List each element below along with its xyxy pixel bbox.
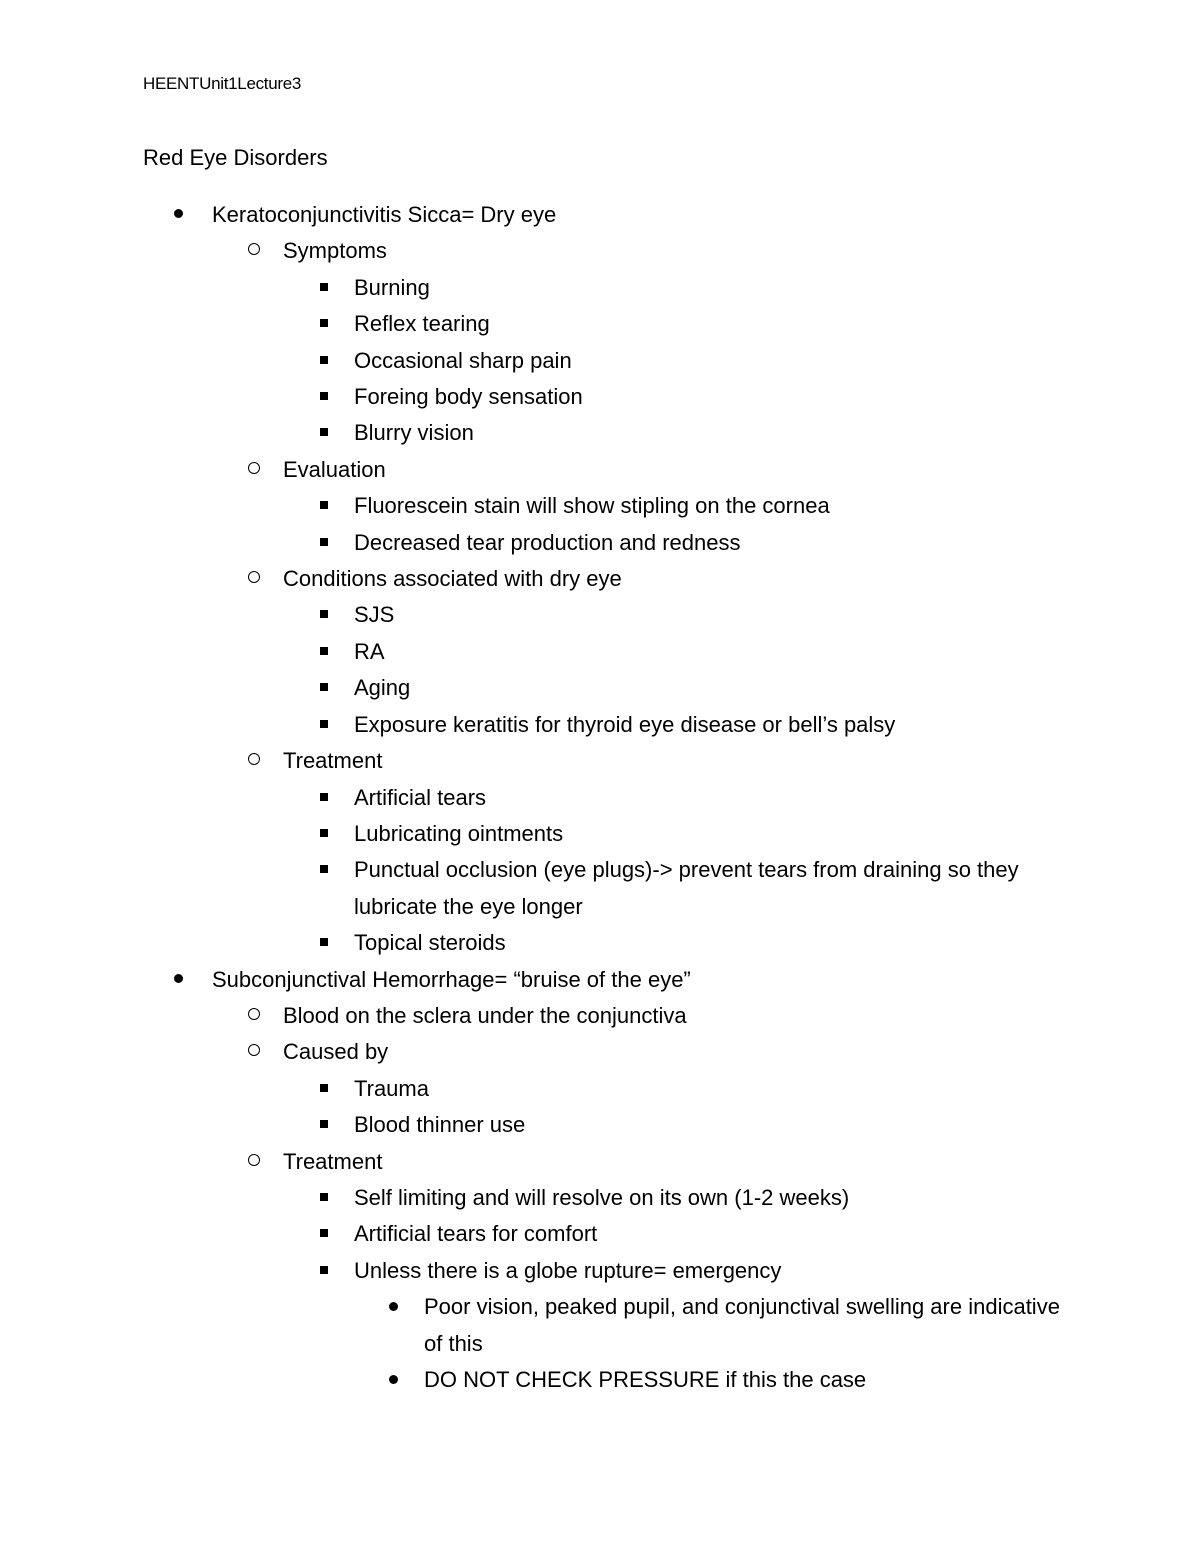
- circle-bullet-icon: [248, 1154, 260, 1166]
- list-item-text: Self limiting and will resolve on its own (1-2 weeks): [354, 1184, 850, 1210]
- list-item-text: Occasional sharp pain: [354, 347, 572, 373]
- square-bullet-icon: [320, 793, 328, 801]
- list-item-text: Blood thinner use: [354, 1112, 526, 1138]
- outline-list: [0, 197, 1200, 1398]
- list-item-level-1: [0, 197, 1200, 233]
- square-bullet-icon: [320, 647, 328, 655]
- square-bullet-icon: [320, 428, 328, 436]
- list-item-level-3: [0, 488, 1200, 524]
- list-item-level-3: [0, 1107, 1200, 1143]
- disc-bullet-icon: [389, 1375, 398, 1384]
- list-item-level-2: [0, 452, 1200, 488]
- list-item-text: Symptoms: [283, 238, 387, 264]
- square-bullet-icon: [320, 683, 328, 691]
- disc-bullet-icon: [174, 209, 183, 218]
- square-bullet-icon: [320, 501, 328, 509]
- list-item-text: Fluorescein stain will show stipling on the cornea: [354, 493, 830, 519]
- square-bullet-icon: [320, 319, 328, 327]
- list-item-text: Trauma: [354, 1075, 429, 1101]
- square-bullet-icon: [320, 865, 328, 873]
- circle-bullet-icon: [248, 462, 260, 474]
- list-item-level-3: [0, 707, 1200, 743]
- square-bullet-icon: [320, 538, 328, 546]
- list-item-level-3: [0, 270, 1200, 306]
- square-bullet-icon: [320, 829, 328, 837]
- square-bullet-icon: [320, 356, 328, 364]
- list-item-text: Reflex tearing: [354, 311, 490, 337]
- list-item-text: Artificial tears for comfort: [354, 1221, 598, 1247]
- list-item-text: Treatment: [283, 1148, 383, 1174]
- list-item-level-3: [0, 852, 1200, 925]
- list-item-text: SJS: [354, 602, 395, 628]
- page-header: HEENTUnit1Lecture3: [143, 74, 302, 93]
- list-item-level-3: [0, 925, 1200, 961]
- list-item-text: Poor vision, peaked pupil, and conjunctival swelling are indicative of this: [424, 1294, 1060, 1356]
- list-item-text: Conditions associated with dry eye: [283, 566, 622, 592]
- list-item-text: Exposure keratitis for thyroid eye disease or bell’s palsy: [354, 711, 896, 737]
- list-item-level-3: [0, 597, 1200, 633]
- list-item-level-3: [0, 415, 1200, 451]
- list-item-level-2: [0, 1034, 1200, 1070]
- list-item-text: Foreing body sensation: [354, 384, 583, 410]
- list-item-text: Caused by: [283, 1039, 389, 1065]
- circle-bullet-icon: [248, 753, 260, 765]
- circle-bullet-icon: [248, 1044, 260, 1056]
- disc-bullet-icon: [389, 1302, 398, 1311]
- list-item-text: Unless there is a globe rupture= emergency: [354, 1257, 782, 1283]
- list-item-level-3: [0, 379, 1200, 415]
- list-item-text: Topical steroids: [354, 930, 506, 956]
- list-item-level-2: [0, 1144, 1200, 1180]
- list-item-text: RA: [354, 638, 385, 664]
- list-item-level-3: [0, 525, 1200, 561]
- square-bullet-icon: [320, 283, 328, 291]
- square-bullet-icon: [320, 1084, 328, 1092]
- section-title: Red Eye Disorders: [143, 145, 328, 170]
- list-item-level-2: [0, 561, 1200, 597]
- circle-bullet-icon: [248, 1008, 260, 1020]
- list-item-level-3: [0, 1071, 1200, 1107]
- square-bullet-icon: [320, 938, 328, 946]
- list-item-level-3: [0, 1180, 1200, 1216]
- list-item-text: Blood on the sclera under the conjunctiva: [283, 1002, 687, 1028]
- square-bullet-icon: [320, 1120, 328, 1128]
- list-item-text: Aging: [354, 675, 411, 701]
- list-item-text: Burning: [354, 274, 430, 300]
- square-bullet-icon: [320, 1266, 328, 1274]
- list-item-level-3: [0, 343, 1200, 379]
- list-item-text: Evaluation: [283, 456, 386, 482]
- list-item-level-3: [0, 306, 1200, 342]
- list-item-level-2: [0, 998, 1200, 1034]
- list-item-level-2: [0, 233, 1200, 269]
- list-item-level-3: [0, 816, 1200, 852]
- square-bullet-icon: [320, 1229, 328, 1237]
- list-item-level-3: [0, 670, 1200, 706]
- circle-bullet-icon: [248, 243, 260, 255]
- list-item-level-4: [0, 1289, 1200, 1362]
- list-item-level-3: [0, 780, 1200, 816]
- square-bullet-icon: [320, 392, 328, 400]
- list-item-text: Punctual occlusion (eye plugs)-> prevent tears from draining so they lubricate the eye longer: [354, 857, 1019, 919]
- list-item-text: Treatment: [283, 748, 383, 774]
- square-bullet-icon: [320, 720, 328, 728]
- list-item-level-3: [0, 1253, 1200, 1289]
- list-item-text: DO NOT CHECK PRESSURE if this the case: [424, 1367, 867, 1392]
- disc-bullet-icon: [174, 974, 183, 983]
- list-item-text: Decreased tear production and redness: [354, 529, 741, 555]
- square-bullet-icon: [320, 610, 328, 618]
- list-item-text: Lubricating ointments: [354, 820, 564, 846]
- circle-bullet-icon: [248, 571, 260, 583]
- list-item-level-2: [0, 743, 1200, 779]
- list-item-level-3: [0, 1216, 1200, 1252]
- square-bullet-icon: [320, 1193, 328, 1201]
- list-item-level-3: [0, 634, 1200, 670]
- list-item-level-1: [0, 962, 1200, 998]
- list-item-text: Blurry vision: [354, 420, 474, 446]
- list-item-text: Subconjunctival Hemorrhage= “bruise of the eye”: [212, 966, 691, 992]
- list-item-level-4: [0, 1362, 1200, 1398]
- list-item-text: Keratoconjunctivitis Sicca= Dry eye: [212, 202, 557, 227]
- list-item-text: Artificial tears: [354, 784, 487, 810]
